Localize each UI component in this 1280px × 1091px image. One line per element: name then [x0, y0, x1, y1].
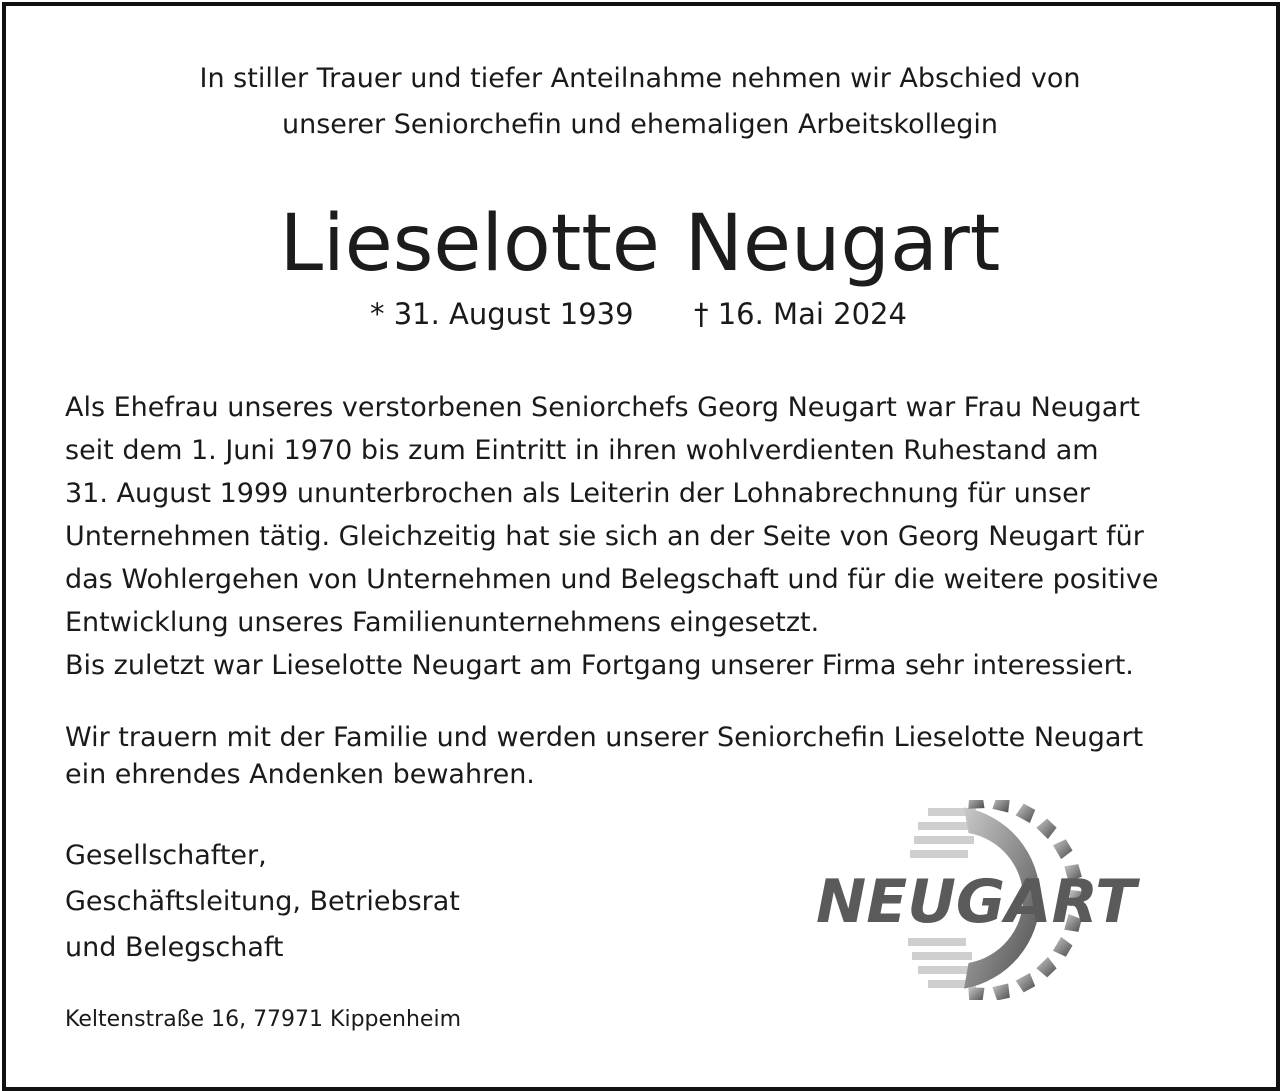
signer-line: und Belegschaft	[65, 932, 284, 963]
company-address: Keltenstraße 16, 77971 Kippenheim	[65, 1007, 462, 1032]
paragraph-line: Als Ehefrau unseres verstorbenen Seniorchefs Georg Neugart war Frau Neugart	[65, 392, 1140, 423]
paragraph-line: Entwicklung unseres Familienunternehmens eingesetzt.	[65, 607, 820, 638]
birth-date: * 31. August 1939	[370, 297, 634, 331]
logo-wordmark: NEUGART	[816, 867, 1137, 937]
signer-line: Geschäftsleitung, Betriebsrat	[65, 886, 460, 917]
intro-text	[0, 56, 1280, 148]
paragraph-line: seit dem 1. Juni 1970 bis zum Eintritt in ihren wohlverdienten Ruhestand am	[65, 435, 1099, 466]
life-dates	[0, 294, 1280, 334]
paragraph-line: 31. August 1999 ununterbrochen als Leiterin der Lohnabrechnung für unser	[65, 478, 1090, 509]
paragraph-line: Unternehmen tätig. Gleichzeitig hat sie sich an der Seite von Georg Neugart für	[65, 521, 1144, 552]
death-date: † 16. Mai 2024	[694, 297, 907, 331]
paragraph-line: Bis zuletzt war Lieselotte Neugart am Fortgang unserer Firma sehr interessiert.	[65, 650, 1134, 681]
signers	[65, 833, 460, 971]
tribute-paragraph	[65, 386, 1235, 687]
paragraph-line: das Wohlergehen von Unternehmen und Belegschaft und für die weitere positive	[65, 564, 1159, 595]
mourning-paragraph	[65, 719, 1235, 793]
intro-line: In stiller Trauer und tiefer Anteilnahme nehmen wir Abschied von	[199, 63, 1081, 94]
deceased-name: Lieselotte Neugart	[279, 199, 1001, 289]
paragraph-line: ein ehrendes Andenken bewahren.	[65, 759, 535, 790]
intro-line: unserer Seniorchefin und ehemaligen Arbeitskollegin	[282, 109, 998, 140]
paragraph-line: Wir trauern mit der Familie und werden unserer Seniorchefin Lieselotte Neugart	[65, 722, 1144, 753]
neugart-logo	[810, 800, 1160, 1000]
signer-line: Gesellschafter,	[65, 840, 267, 871]
